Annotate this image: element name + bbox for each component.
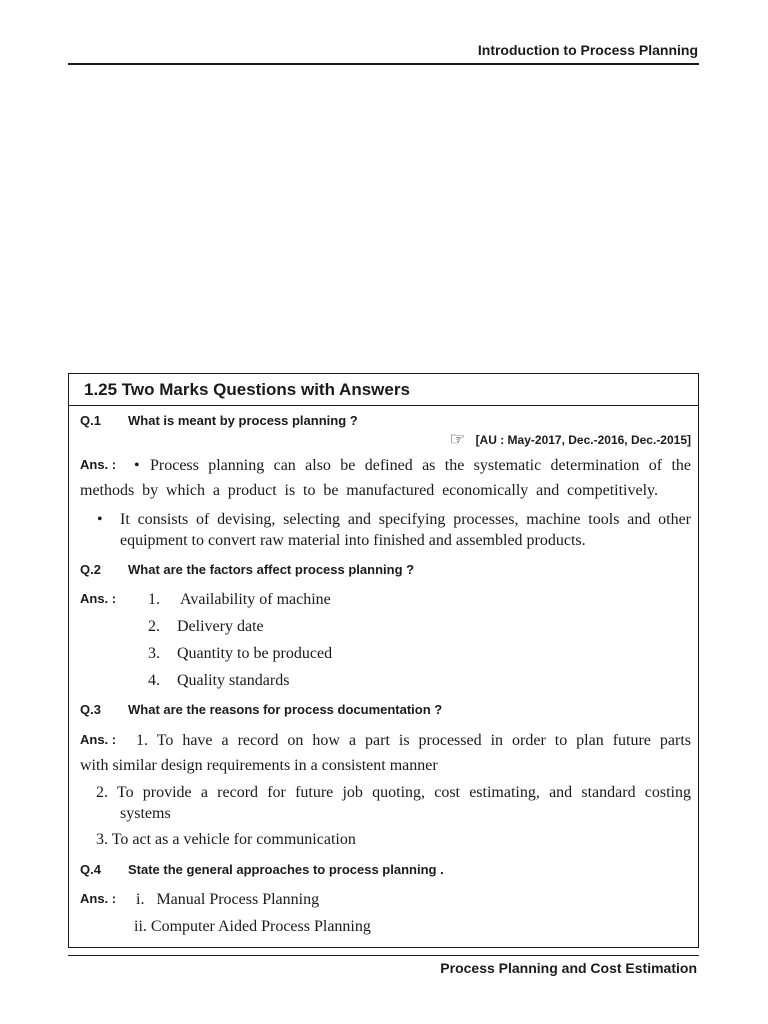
- q3-item2-line1: 2. To provide a record for future job quoting, cost estimating, and standard costing: [96, 784, 691, 801]
- running-header-title: Introduction to Process Planning: [477, 42, 698, 58]
- pointing-hand-icon: ☞: [449, 429, 466, 449]
- section-heading: 1.25 Two Marks Questions with Answers: [84, 380, 410, 399]
- q2-item-text: Availability of machine: [180, 591, 331, 608]
- q1-bullet1-line2: methods by which a product is to be manufactured economically and competitively.: [80, 482, 658, 499]
- q4-question: State the general approaches to process planning .: [128, 862, 444, 877]
- q2-answer-label: Ans. :: [80, 591, 117, 606]
- q3-answer-label: Ans. :: [80, 732, 117, 747]
- footer-rule: [68, 955, 699, 956]
- q2-item-number: 3.: [148, 645, 160, 662]
- q1-bullet1-marker: •: [134, 457, 140, 474]
- q3-question: What are the reasons for process documentation ?: [128, 702, 443, 717]
- q3-item1-line2: with similar design requirements in a consistent manner: [80, 757, 438, 774]
- q1-bullet2-marker: •: [97, 511, 103, 528]
- q4-number: Q.4: [80, 862, 101, 877]
- q2-item-number: 1.: [148, 591, 160, 608]
- q4-item2: ii. Computer Aided Process Planning: [134, 918, 371, 935]
- q1-bullet2-line1: It consists of devising, selecting and specifying processes, machine tools and other: [120, 511, 691, 528]
- q3-item1-line1: 1. To have a record on how a part is processed in order to plan future parts: [136, 732, 691, 749]
- q1-bullet2-line2: equipment to convert raw material into finished and assembled products.: [120, 532, 586, 549]
- q1-question: What is meant by process planning ?: [128, 413, 358, 428]
- q1-reference: [AU : May-2017, Dec.-2016, Dec.-2015]: [475, 432, 691, 447]
- q2-question: What are the factors affect process planning ?: [128, 562, 415, 577]
- q2-item-number: 2.: [148, 618, 160, 635]
- q2-item-text: Delivery date: [177, 618, 264, 635]
- q1-reference-line: [449, 429, 691, 450]
- q1-number: Q.1: [80, 413, 101, 428]
- running-footer-title: Process Planning and Cost Estimation: [440, 960, 697, 976]
- q2-item-number: 4.: [148, 672, 160, 689]
- q4-answer-label: Ans. :: [80, 891, 117, 906]
- header-rule: [68, 63, 699, 65]
- section-heading-bar: [69, 374, 698, 406]
- q2-item-text: Quantity to be produced: [177, 645, 333, 662]
- q3-item2-line2: systems: [120, 805, 171, 822]
- q3-number: Q.3: [80, 702, 101, 717]
- q3-item3: 3. To act as a vehicle for communication: [96, 831, 356, 848]
- q1-bullet1-line1: Process planning can also be defined as the systematic determination of the: [150, 457, 691, 474]
- q1-answer-label: Ans. :: [80, 457, 117, 472]
- q2-item-text: Quality standards: [177, 672, 290, 689]
- q2-number: Q.2: [80, 562, 101, 577]
- q4-item1: i. Manual Process Planning: [136, 891, 320, 908]
